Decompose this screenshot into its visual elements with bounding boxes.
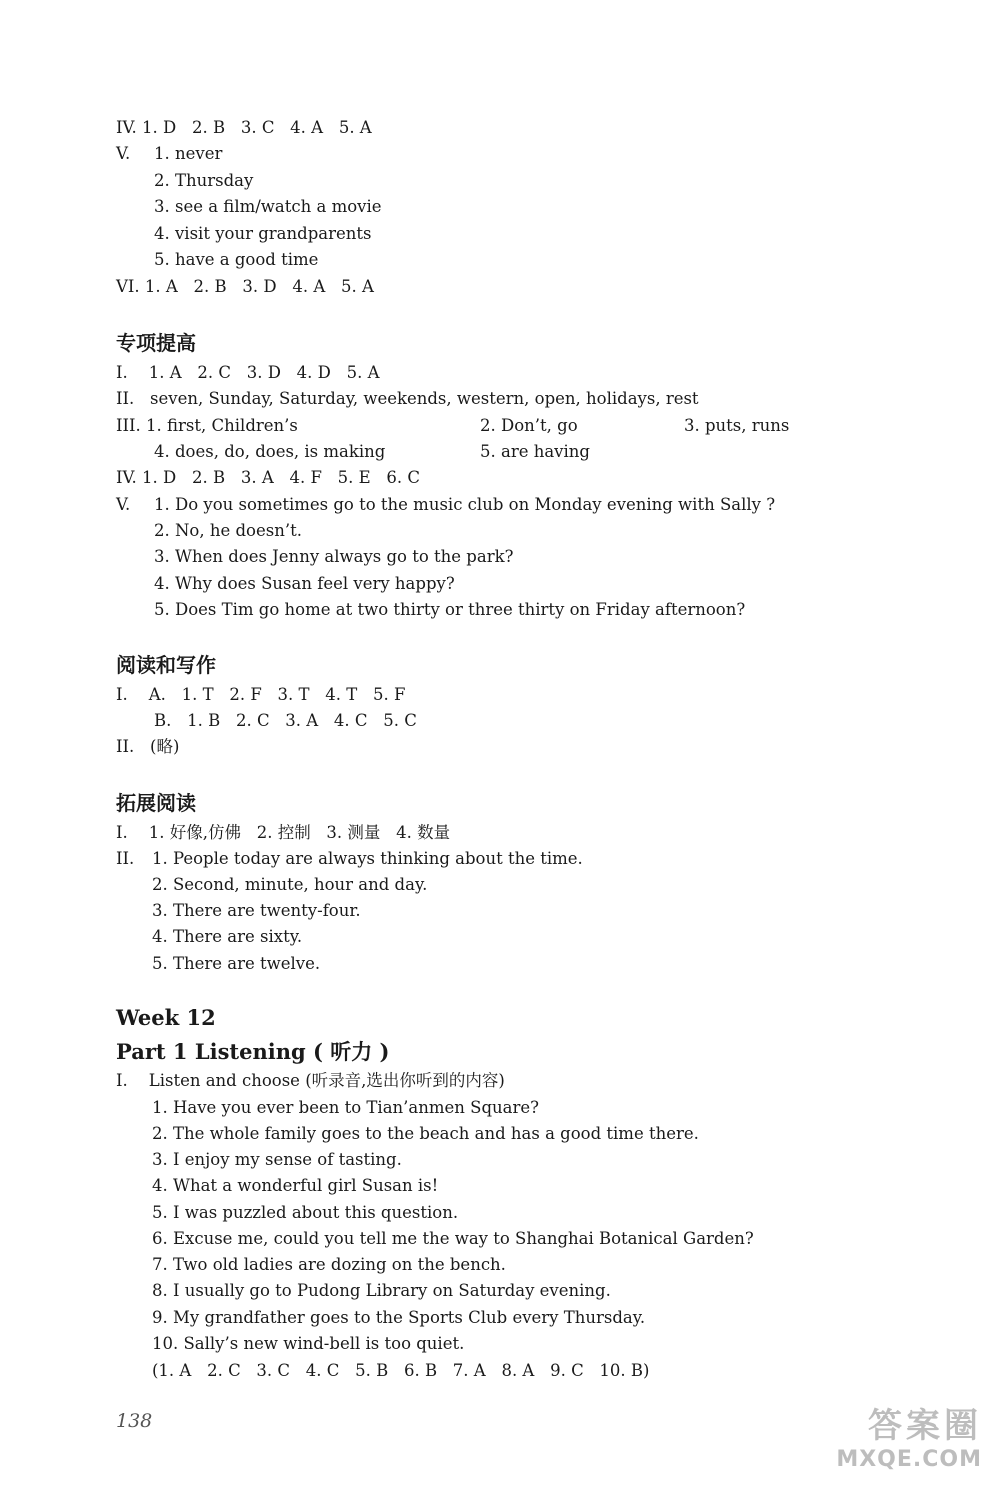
list-item: 5. I was puzzled about this question. (152, 1203, 459, 1222)
list-item: 10. Sally’s new wind-bell is too quiet. (152, 1334, 465, 1353)
watermark-logo: 答案圈 (868, 1406, 982, 1446)
s2-iii-4: 4. does, do, does, is making (154, 442, 386, 461)
s1-v-label: V. (116, 144, 131, 163)
list-item: 4. What a wonderful girl Susan is! (152, 1176, 439, 1195)
s4-i: I. 1. 好像,仿佛 2. 控制 3. 测量 4. 数量 (116, 823, 451, 842)
s2-iii-1: III. 1. first, Children’s (116, 416, 298, 435)
list-item: 4. visit your grandparents (154, 224, 372, 243)
section-heading: 阅读和写作 (116, 653, 216, 677)
s2-iii-5: 5. are having (480, 442, 590, 461)
list-item: 1. Do you sometimes go to the music club on Monday evening with Sally ? (154, 495, 776, 514)
list-item: 9. My grandfather goes to the Sports Club every Thursday. (152, 1308, 646, 1327)
list-item: 5. have a good time (154, 250, 319, 269)
s2-iii-3: 3. puts, runs (684, 416, 790, 435)
list-item: 3. I enjoy my sense of tasting. (152, 1150, 402, 1169)
list-item: 5. Does Tim go home at two thirty or three thirty on Friday afternoon? (154, 600, 746, 619)
list-item: 3. There are twenty-four. (152, 901, 361, 920)
list-item: 4. Why does Susan feel very happy? (154, 574, 455, 593)
s2-v-label: V. (116, 495, 131, 514)
s4-ii-label: II. (116, 849, 135, 868)
list-item: 1. People today are always thinking about the time. (152, 849, 583, 868)
list-item: 2. The whole family goes to the beach and has a good time there. (152, 1124, 699, 1143)
list-item: 1. Have you ever been to Tian’anmen Square? (152, 1098, 539, 1117)
page-number: 138 (116, 1410, 153, 1432)
week-title: Week 12 (116, 1005, 216, 1030)
list-item: 2. Thursday (154, 171, 254, 190)
list-item: 3. When does Jenny always go to the park? (154, 547, 514, 566)
list-item: 4. There are sixty. (152, 927, 303, 946)
s1-iv: IV. 1. D 2. B 3. C 4. A 5. A (116, 118, 372, 137)
watermark-site: MXQE.COM (836, 1447, 982, 1472)
s5-i: I. Listen and choose (听录音,选出你听到的内容) (116, 1071, 505, 1090)
s3-i-a: I. A. 1. T 2. F 3. T 4. T 5. F (116, 685, 406, 704)
list-item: 8. I usually go to Pudong Library on Saturday evening. (152, 1281, 611, 1300)
s3-ii: II. (略) (116, 737, 180, 756)
s2-ii: II. seven, Sunday, Saturday, weekends, western, open, holidays, rest (116, 389, 699, 408)
list-item: 5. There are twelve. (152, 954, 321, 973)
answer-key: (1. A 2. C 3. C 4. C 5. B 6. B 7. A 8. A 9. C 10. B) (152, 1361, 650, 1380)
list-item: 3. see a film/watch a movie (154, 197, 382, 216)
watermark (836, 1398, 982, 1472)
s2-iv: IV. 1. D 2. B 3. A 4. F 5. E 6. C (116, 468, 421, 487)
list-item: 2. No, he doesn’t. (154, 521, 302, 540)
list-item: 1. never (154, 144, 223, 163)
list-item: 7. Two old ladies are dozing on the bench. (152, 1255, 506, 1274)
part-title: Part 1 Listening ( 听力 ) (116, 1039, 390, 1064)
s1-vi: VI. 1. A 2. B 3. D 4. A 5. A (116, 277, 374, 296)
s3-i-b: B. 1. B 2. C 3. A 4. C 5. C (154, 711, 417, 730)
list-item: 2. Second, minute, hour and day. (152, 875, 428, 894)
s2-iii-2: 2. Don’t, go (480, 416, 578, 435)
s2-i: I. 1. A 2. C 3. D 4. D 5. A (116, 363, 380, 382)
section-heading: 拓展阅读 (116, 791, 196, 815)
list-item: 6. Excuse me, could you tell me the way to Shanghai Botanical Garden? (152, 1229, 754, 1248)
section-heading: 专项提高 (116, 331, 196, 355)
